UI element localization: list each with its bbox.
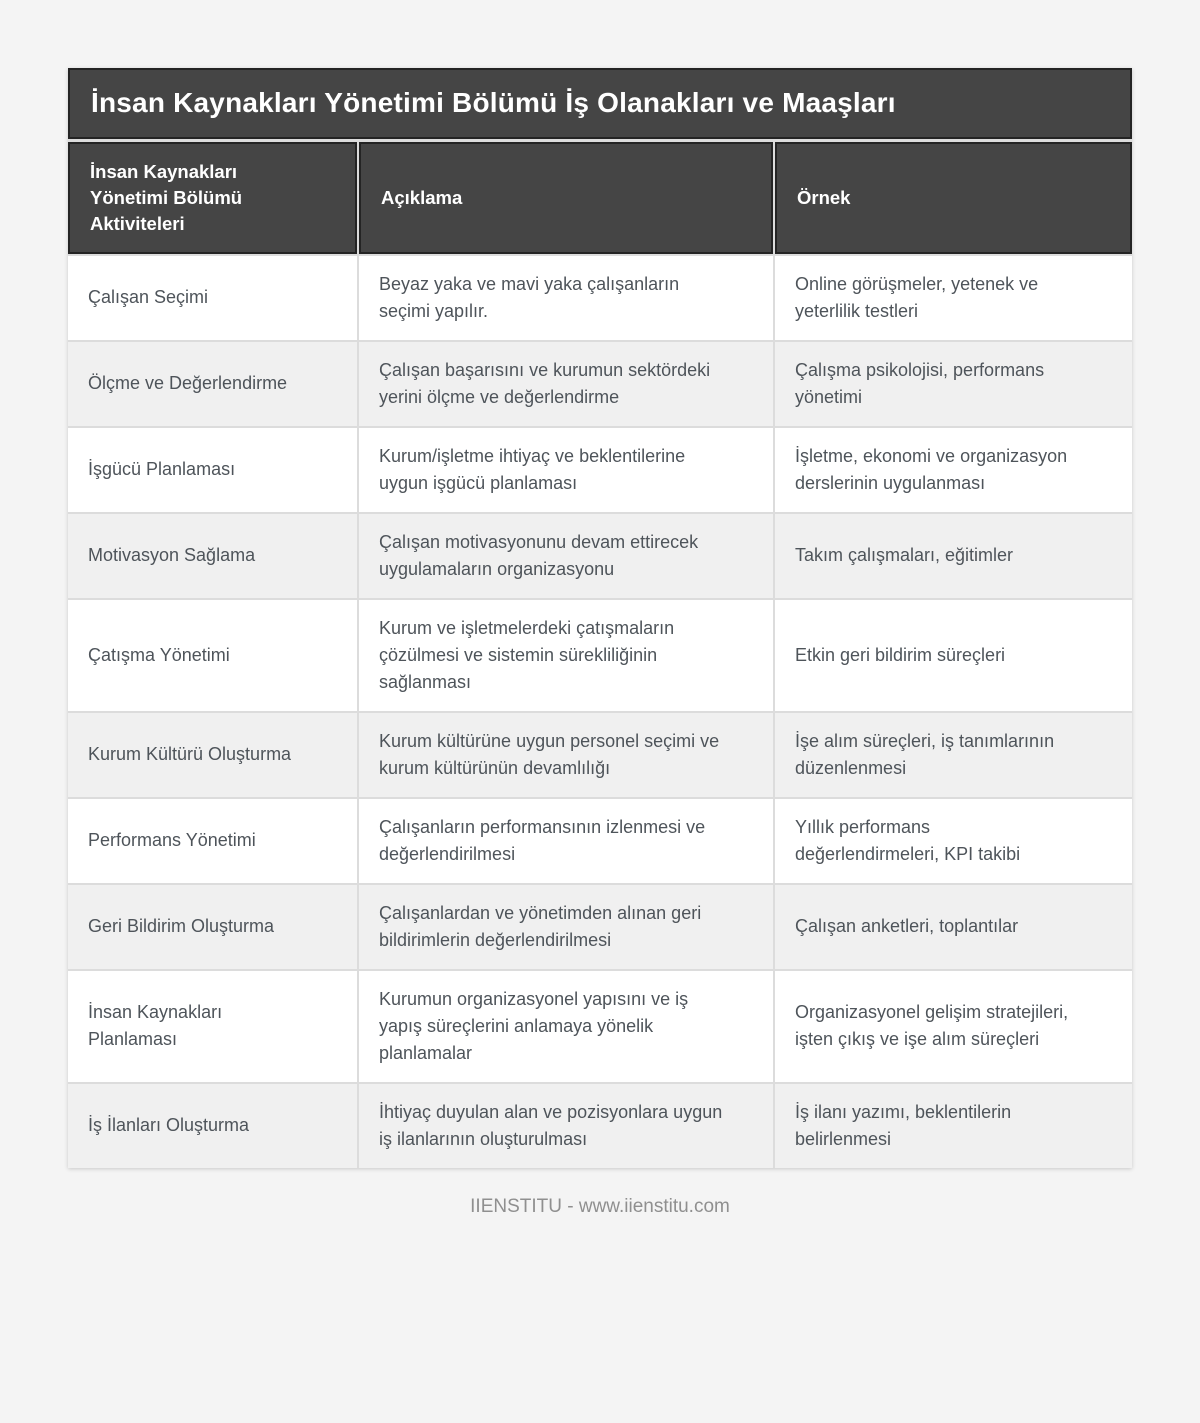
activity-cell [68,256,357,340]
description-cell [359,514,773,598]
description-text: Çalışan motivasyonunu devam ettirecek uygulamaların organizasyonu [379,531,699,579]
activity-cell [68,514,357,598]
example-cell [775,799,1132,883]
data-table [68,142,1132,1168]
example-text: Yıllık performans değerlendirmeleri, KPI takibi [795,816,1021,864]
example-text: Online görüşmeler, yetenek ve yeterlilik testleri [795,273,1039,321]
description-text: Kurum kültürüne uygun personel seçimi ve kurum kültürünün devamlılığı [379,730,720,778]
column-header-label: Açıklama [381,186,463,208]
activity-cell [68,885,357,969]
description-text: İhtiyaç duyulan alan ve pozisyonlara uygun iş ilanlarının oluşturulması [379,1101,723,1149]
description-cell [359,713,773,797]
example-text: Etkin geri bildirim süreçleri [795,644,1006,665]
example-cell [775,514,1132,598]
description-cell [359,1084,773,1168]
activity-cell [68,428,357,512]
activity-label: Çatışma Yönetimi [88,644,230,665]
description-cell [359,885,773,969]
column-header-example [775,142,1132,254]
example-cell [775,600,1132,711]
activity-cell [68,799,357,883]
description-text: Kurum/işletme ihtiyaç ve beklentilerine uygun işgücü planlaması [379,445,686,493]
infographic-card [68,68,1132,1168]
column-header-label: Örnek [797,186,851,208]
example-text: Organizasyonel gelişim stratejileri, işten çıkış ve işe alım süreçleri [795,1002,1069,1050]
example-cell [775,256,1132,340]
example-cell [775,342,1132,426]
activity-label: İşgücü Planlaması [88,459,236,480]
description-cell [359,342,773,426]
activity-label: İnsan Kaynakları Planlaması [88,1002,223,1050]
example-text: İşletme, ekonomi ve organizasyon derslerinin uygulanması [795,445,1068,493]
description-text: Kurum ve işletmelerdeki çatışmaların çözülmesi ve sistemin sürekliliğinin sağlanması [379,617,675,692]
example-cell [775,428,1132,512]
activity-cell [68,971,357,1082]
activity-label: Performans Yönetimi [88,830,256,851]
activity-label: Çalışan Seçimi [88,287,209,308]
column-header-description [359,142,773,254]
activity-label: Motivasyon Sağlama [88,545,256,566]
activity-cell [68,600,357,711]
example-cell [775,885,1132,969]
activity-cell [68,1084,357,1168]
activity-cell [68,342,357,426]
example-text: İşe alım süreçleri, iş tanımlarının düzenlenmesi [795,730,1055,778]
description-cell [359,428,773,512]
description-text: Kurumun organizasyonel yapısını ve iş yapış süreçlerini anlamaya yönelik planlamalar [379,988,689,1063]
example-cell [775,971,1132,1082]
description-cell [359,971,773,1082]
description-cell [359,256,773,340]
activity-label: Kurum Kültürü Oluşturma [88,744,292,765]
example-text: Takım çalışmaları, eğitimler [795,545,1014,566]
example-text: Çalışan anketleri, toplantılar [795,916,1019,937]
description-text: Çalışanlardan ve yönetimden alınan geri bildirimlerin değerlendirilmesi [379,902,702,950]
description-text: Çalışan başarısını ve kurumun sektördeki yerini ölçme ve değerlendirme [379,359,711,407]
activity-label: İş İlanları Oluşturma [88,1115,250,1136]
example-cell [775,713,1132,797]
page-title: İnsan Kaynakları Yönetimi Bölümü İş Olanakları ve Maaşları [68,68,1132,139]
description-cell [359,600,773,711]
activity-label: Geri Bildirim Oluşturma [88,916,275,937]
description-cell [359,799,773,883]
footer-text: IIENSTITU - www.iienstitu.com [470,1195,730,1217]
description-text: Beyaz yaka ve mavi yaka çalışanların seçimi yapılır. [379,273,680,321]
column-header-label: İnsan Kaynakları Yönetimi Bölümü Aktiviteleri [90,161,243,234]
activity-cell [68,713,357,797]
example-text: Çalışma psikolojisi, performans yönetimi [795,359,1045,407]
example-cell [775,1084,1132,1168]
activity-label: Ölçme ve Değerlendirme [88,373,288,394]
description-text: Çalışanların performansının izlenmesi ve değerlendirilmesi [379,816,706,864]
column-header-activities [68,142,357,254]
example-text: İş ilanı yazımı, beklentilerin belirlenmesi [795,1101,1012,1149]
